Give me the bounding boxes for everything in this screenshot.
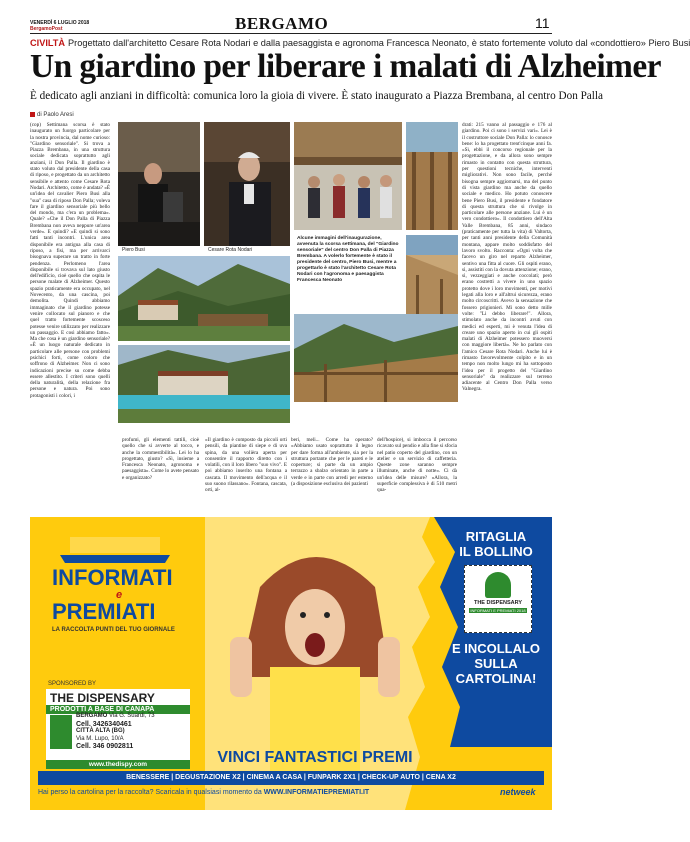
photo-valley-image — [118, 256, 290, 341]
byline-marker — [30, 112, 35, 117]
photo-pool-image — [118, 345, 290, 423]
caption-piero-busi: Piero Busi — [122, 247, 145, 253]
ad-benefits-bar: BENESSERE | DEGUSTAZIONE X2 | CINEMA A CASA | FUNPARK 2X1 | CHECK-UP AUTO | CENA X2 — [126, 774, 456, 781]
page-number: 11 — [535, 15, 550, 31]
article-column-1 — [30, 122, 110, 515]
photo-terrace-image — [294, 314, 458, 402]
ad-prize-headline: VINCI FANTASTICI PREMI — [217, 749, 413, 766]
brand-name: BergamoPost — [30, 26, 63, 32]
byline-text: di Paolo Aresi — [37, 112, 74, 119]
section-title: BERGAMO — [235, 14, 329, 33]
column-text: beri, meli... Come ha operato? «Abbiamo usato soprattutto il legno per dare forma all'ambiente, sia per la struttura portante che per le pareti e le coperture; si parte da un ampio terrazzo a sbalzo orientato in parte a verde e in parte con arredi per esterno (a disposizione esclusiva dei pazienti — [291, 437, 373, 488]
article-byline — [30, 112, 74, 118]
photo-cesare-image — [204, 122, 290, 246]
ad-glue-line1: E INCOLLALO — [451, 641, 541, 656]
photo-walkway — [406, 235, 458, 315]
column-text: drati: 215 vanno al passaggio e 176 al giardino. Poi ci sono i servizi vari». Lei è il costruttore sociale Don Palla: lo conosce bene: lo ha progettato trent'cinque anni fa. «Sì, ebbi il concorso regionale per la progettazione, e da allora sono sempre rimasto in contatto con questa struttura, per questioni tecniche, interventi migliorativi. Non sono facile, perché bisogna sempre aggiornarsi, ma del punto di vista giardino ma anche da quello sociale e medico. Ho potuto conoscere bene Piero Busi, il presidente e fondatore di questa struttura che si rivolge in particolare alle persone anziane. Lui è un vero condottiero». Il condottiero dell'Alta Valle Brembana, 85 anni, sindaco (praticamente per tutta la vita) di Valtorta, per tanti anni presidente della Comunità montana, appare molto soddisfatto del lavoro svolto. Racconta: «Ogni volta che facevo un giro nel reparto Alzheimer, sentivo una fitta al cuore. Gli ospiti erano, sì, assistiti con la dovuta attenzione; erano, sì, vezzeggiati e anche coccolati; però erano costretti a vivere in uno spazio protetto dove i loro movimenti, per motivi legati alla loro e all'altrui sicurezza, erano molto circoscritti. Avevo la sensazione che fossero prigionieri. Mi sono detto mille volte: "Li debbo liberare!". Allora, stimolato anche da incontri avuti con medici ed esperti, mi è venuta l'idea di creare uno spazio aperto in cui gli ospiti malati di Alzheimer potessero muoversi con maggiore libertà». Ne ho parlato con l'amico Cesare Rota Nodari. Anche lui è rimasto favorevolmente colpito e in un tempo non molto lungo mi ha sottoposto l'idea per il progetto del "Giardino sensoriale" da realizzare sul terreno adiacente al Centro Don Palla verso Valnegra. — [462, 122, 552, 393]
column-text: «Il giardino è composto da piccoli orti pensili, da piantine di siepe e di uva spina, da una volièra aperta per consentire il rapporto diretto con i volatili, con il loro libero "suo vivo". E poi abbiamo inserito una fontana a cascata. Il movimento dell'acqua e il suo suono rilassano». Fontana, cascata, orti, al- — [205, 437, 287, 494]
article-column-4 — [291, 437, 373, 515]
article-column-5 — [377, 437, 457, 515]
issue-date: VENERDÌ 6 LUGLIO 2018 — [30, 20, 90, 26]
stamp-date: INFORMATI E PREMIATI 2018 — [470, 608, 526, 613]
photos-caption-box: Alcune immagini dell'inaugurazione, avvenuta la scorsa settimana, del "Giardino sensoriale" del centro Don Palla di Piazza Brembana. A volerlo fortemente è stato il presidente del centro, Piero Busi, mentre a progettarlo è stato l'architetto Cesare Rota Nodari con l'agronoma e paesaggista Francesca Neonato — [297, 236, 399, 283]
article-kicker — [30, 38, 690, 48]
sponsor-brand: THE DISPENSARY — [50, 691, 155, 705]
ad-title-line1: INFORMATI — [52, 565, 173, 590]
kicker-tag: CIVILTÀ — [30, 38, 66, 48]
photo-cesare-rota-nodari — [204, 122, 290, 246]
ad-download-note — [38, 789, 478, 796]
ad-glue-line2: SULLA — [474, 656, 518, 671]
sponsor-box — [46, 689, 190, 769]
ad-title-line2: PREMIATI — [52, 599, 156, 624]
ad-cut-line2: IL BOLLINO — [459, 544, 533, 559]
network-logo: netweek — [500, 787, 536, 797]
sponsor-addr2: Via M. Lupo, 10/A — [76, 735, 124, 742]
article-column-6 — [462, 122, 552, 515]
article-column-3 — [205, 437, 287, 515]
column-text: profumi, gli elementi tattili, cioè quello che si avverte al tocco, e anche la commestibilità». Lei lo ha progettato, giusto? «Sì, insieme a Francesca Neonato, agronoma e paesaggista». Come lo avete pensato e organizzato? — [122, 437, 199, 481]
ad-title-e: e — [116, 589, 123, 601]
ad-sponsored-label: SPONSORED BY — [48, 681, 97, 687]
sponsor-cell2: Cell. 346 0902811 — [76, 743, 134, 750]
ad-tagline: LA RACCOLTA PUNTI DEL TUO GIORNALE — [52, 627, 175, 633]
sponsor-cell1: Cell. 3426340461 — [76, 720, 132, 728]
ad-download-link[interactable]: WWW.INFORMATIEPREMIATI.IT — [263, 789, 370, 796]
ad-download-text: Hai perso la cartolina per la raccolta? Scaricala in qualsiasi momento da — [38, 789, 262, 796]
cannabis-leaf-icon — [50, 715, 72, 749]
stamp-leaf-icon — [485, 572, 511, 598]
photo-piero-busi — [118, 122, 200, 246]
ad-title — [52, 567, 212, 623]
photo-wooden-structure — [406, 122, 458, 230]
photo-piero-busi-image — [118, 122, 200, 246]
photo-inauguration-crowd — [294, 122, 402, 230]
ad-cut-instruction — [444, 529, 548, 559]
column-text: dell'hospice), si imbocca il percorso ricavato sul pendio e alla fine si sfocia nel patio coperto del giardino, con un atelier e un servizio di caffetteria. Queste zone saranno sempre illuminate, anche di notte». Ci dà un'idea delle misure? «Allora, la superficie complessiva è di 510 metri qua- — [377, 437, 457, 494]
masthead-left — [30, 20, 89, 32]
photo-pool-building — [118, 345, 290, 423]
article-column-2 — [122, 437, 199, 515]
ad-stamp — [464, 565, 532, 633]
kicker-text: Progettato dall'architetto Cesare Rota Nodari e dalla paesaggista e agronoma Francesca Neonato, è stato fortemente voluto dal «condottiero» Piero Busi — [68, 38, 690, 48]
photo-crowd-image — [294, 122, 402, 230]
photo-terrace-view — [294, 314, 458, 402]
caption-cesare: Cesare Rota Nodari — [208, 247, 253, 253]
sponsor-website: www.thedispy.com — [46, 760, 190, 769]
photo-walkway-image — [406, 235, 458, 315]
ad-glue-instruction — [444, 641, 548, 686]
photo-wood-image — [406, 122, 458, 230]
photo-valley-garden — [118, 256, 290, 341]
ad-glue-line3: CARTOLINA! — [455, 671, 537, 686]
article-headline: Un giardino per liberare i malati di Alzheimer — [30, 48, 661, 85]
stamp-brand: THE DISPENSARY — [473, 600, 523, 606]
sponsor-city2: CITTÀ ALTA (BG) — [76, 728, 125, 734]
sponsor-city1: BERGAMO — [76, 713, 108, 719]
header-divider — [30, 33, 552, 34]
sponsor-subtitle: PRODOTTI A BASE DI CANAPA — [46, 705, 190, 714]
column-text: (cop) Settimana scorsa è stato inaugurato un fuorgo particolare per la nostra provincia, dal nome curioso: "Giardino sensoriale". Si trova a Piazza Brembana, in una struttura sociale dedicata soprattutto agli anziani, il Don Palla. Il giardino è stato voluto dal presidente della casa di riposo, e progettato da un architetto sensibile e attento come Cesare Rota Nodari. Architetto, come è andata? «È un'idea del cavalier Piero Busi alla "sua" casa di riposo Don Palla; voleva fare il giardino sensoriale più bello del mondo, ma c'era un problema». Quale? «Che il Don Palla di Piazza Brembana non aveva neppure un'area verde». E quindi? «E quindi si sono fatti tanti incontri. L'unica area disponibile era antigua alla casa di riposo, a fisi, ma per arrivarci bisognava superare un tratto in forte pendenza. Perlomeno l'area disponibile si trovava sul lato giusto dell'edificio, cioè quello che ospita le persone malate di Alzheimer. Questo spazio praticamente era occupato, nel Novecento, da una cascina, poi demolita. Quindi abbiamo immaginato che il giardino potesse venire collocato sul pianoro e che quel tratto fortemente scosceso potesse venire utilizzato per realizzare un passaggio. E così abbiamo fatto». Ma che cosa è un giardino sensoriale? «È un luogo naturale dedicato in particolare alle persone con problemi psichici forti, come coloro che soffrono di Alzheimer. Non ci sono indicazioni precise su come debba essere allestito. I criteri sono quelli della naturalità, della relazione fra persone e natura. Poi sono protagonisti i colori, i — [30, 122, 110, 399]
article-deck: È dedicato agli anziani in difficoltà: comunica loro la gioia di vivere. È stato inaugurato a Piazza Brembana, al centro Don Palla — [30, 90, 603, 102]
sponsor-addr1: Via G. Suardi, 73 — [109, 713, 155, 719]
ad-cut-line1: RITAGLIA — [465, 529, 527, 544]
promo-advertisement — [30, 517, 552, 810]
